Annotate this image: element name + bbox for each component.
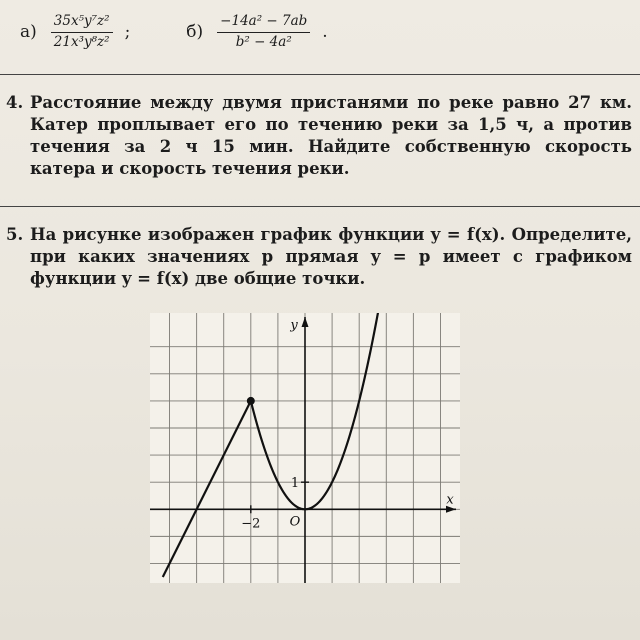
fraction-a-numerator: 35x⁵y⁷z² <box>51 14 113 33</box>
fraction-a-denominator: 21x³y⁸z² <box>53 33 110 50</box>
problem-5-number: 5. <box>6 225 24 244</box>
fractions-row <box>20 6 328 58</box>
fraction-b <box>217 14 310 50</box>
item-b-label: б) <box>186 22 204 42</box>
problem-4-number: 4. <box>6 93 24 112</box>
problem-5 <box>6 224 632 290</box>
fraction-a <box>51 14 113 50</box>
problem-4 <box>6 92 632 180</box>
origin-label: O <box>289 514 301 530</box>
fraction-b-separator: . <box>322 22 328 42</box>
fraction-b-denominator: b² − 4a² <box>235 33 292 50</box>
fraction-a-separator: ; <box>124 22 131 42</box>
graph-svg <box>150 313 460 583</box>
divider-middle <box>0 206 640 207</box>
x-axis-label: x <box>446 492 454 508</box>
y-axis-label: y <box>290 318 298 333</box>
item-a-label: а) <box>20 22 37 42</box>
vertex-point <box>247 397 255 405</box>
y-tick-label-one: 1 <box>290 476 300 492</box>
x-tick-label-minus2: −2 <box>241 516 261 532</box>
function-graph <box>150 313 460 583</box>
problem-4-text: Расстояние между двумя пристанями по реке равно 27 км. Катер проплывает его по течению реки за 1,5 ч, а против течения за 2 ч 15 мин. Найдите собственную скорость катера и скорость течения реки. <box>30 93 632 178</box>
divider-top <box>0 74 640 75</box>
problem-5-text: На рисунке изображен график функции y = f(x). Определите, при каких значениях p прямая y = p имеет с графиком функции y = f(x) две общие точки. <box>30 225 632 288</box>
fraction-b-numerator: −14a² − 7ab <box>217 14 310 33</box>
